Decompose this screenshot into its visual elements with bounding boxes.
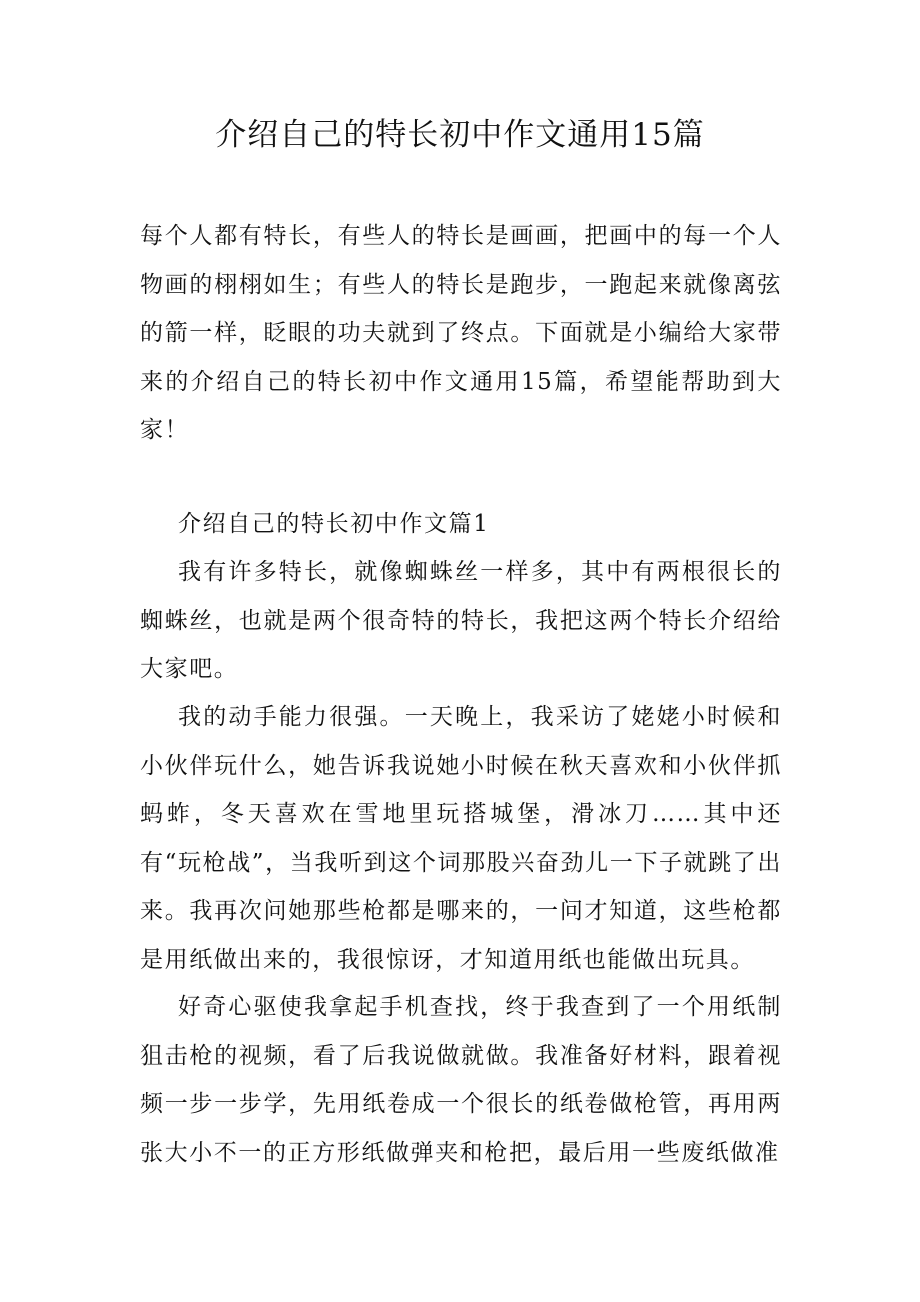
document-title: 介绍自己的特长初中作文通用15篇 (215, 117, 705, 153)
body-paragraph-2: 我的动手能力很强。一天晚上，我采访了姥姥小时候和小伙伴玩什么，她告诉我说她小时候在秋天喜欢和小伙伴抓蚂蚱，冬天喜欢在雪地里玩搭城堡，滑冰刀……其中还有“玩枪战”，当我听到这个词那股兴奋劲儿一下子就跳了出来。我再次问她那些枪都是哪来的，一问才知道，这些枪都是用纸做出来的，我很惊讶，才知道用纸也能做出玩具。 (140, 704, 782, 973)
body-paragraph-1: 我有许多特长，就像蜘蛛丝一样多，其中有两根很长的蜘蛛丝，也就是两个很奇特的特长，我把这两个特长介绍给大家吧。 (140, 559, 782, 682)
body-paragraph-3: 好奇心驱使我拿起手机查找，终于我查到了一个用纸制狙击枪的视频，看了后我说做就做。我准备好材料，跟着视频一步一步学，先用纸卷成一个很长的纸卷做枪管，再用两张大小不一的正方形纸做弹夹和枪把，最后用一些废纸做准 (140, 994, 782, 1166)
intro-paragraph: 每个人都有特长，有些人的特长是画画，把画中的每一个人物画的栩栩如生；有些人的特长是跑步，一跑起来就像离弦的箭一样，眨眼的功夫就到了终点。下面就是小编给大家带来的介绍自己的特长初中作文通用15篇，希望能帮助到大家！ (140, 223, 782, 443)
section-heading: 介绍自己的特长初中作文篇1 (178, 511, 490, 537)
